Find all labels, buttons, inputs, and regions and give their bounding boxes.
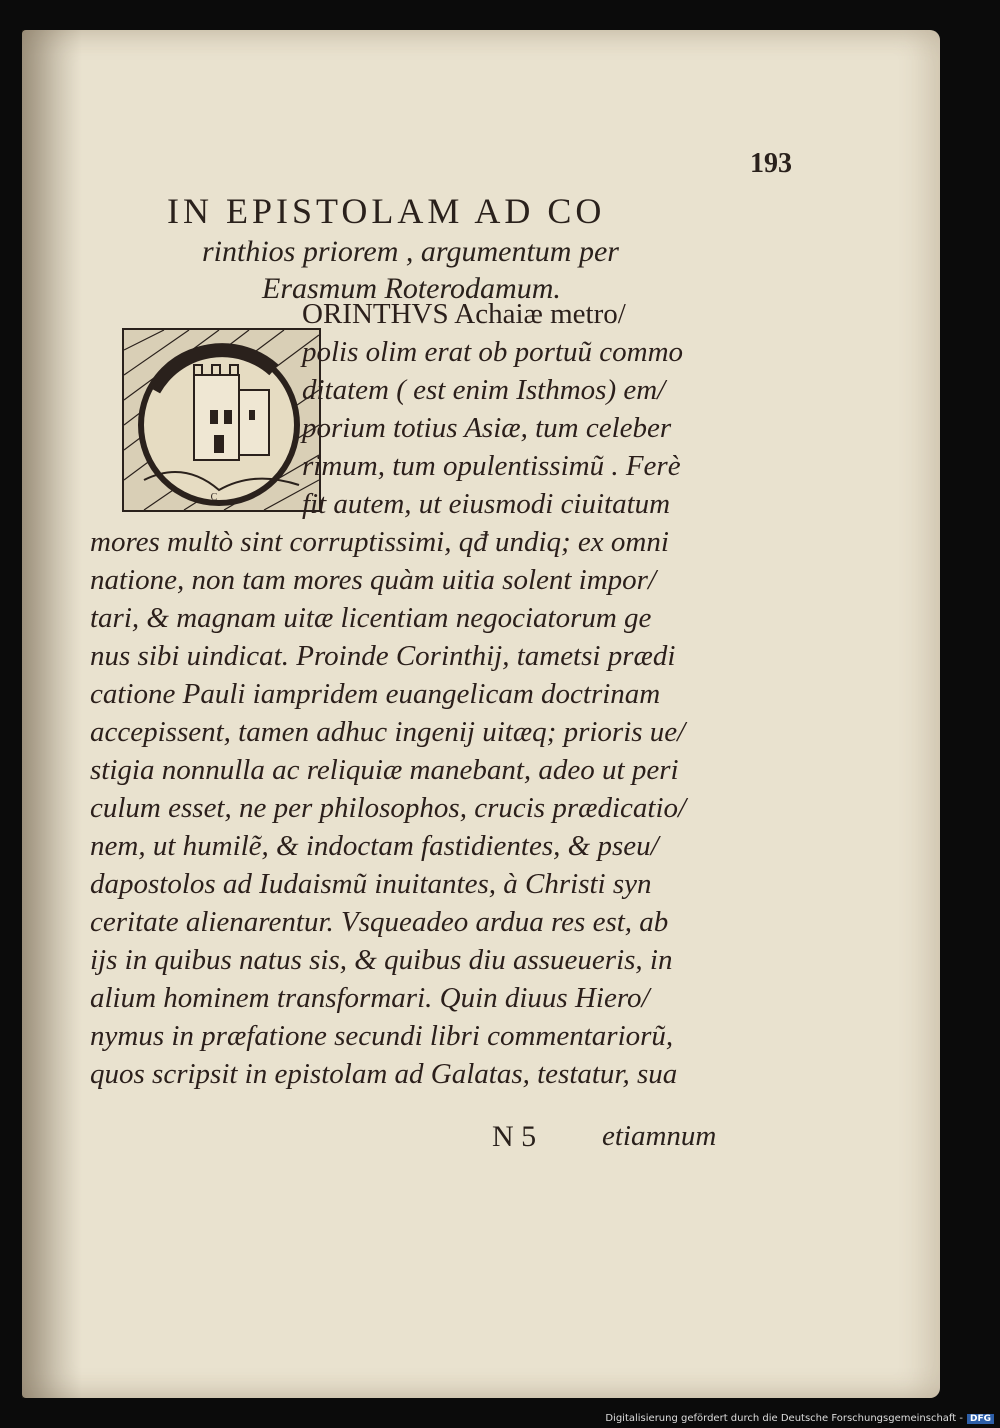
woodcut-initial-c: [122, 328, 321, 512]
body-line: rimum, tum opulentissimũ . Ferè: [302, 450, 681, 482]
body-line: ceritate alienarentur. Vsqueadeo ardua res est, ab: [90, 906, 669, 938]
body-line: nus sibi uindicat. Proinde Corinthij, tametsi prædi: [90, 640, 676, 672]
footer-text: Digitalisierung gefördert durch die Deutsche Forschungsgemeinschaft -: [605, 1413, 963, 1424]
body-line: dapostolos ad Iudaismũ inuitantes, à Christi syn: [90, 868, 652, 900]
body-line: tari, & magnam uitæ licentiam negociatorum ge: [90, 602, 652, 634]
heading-line-3: Erasmum Roterodamum.: [262, 272, 561, 305]
body-line: culum esset, ne per philosophos, crucis prædicatio/: [90, 792, 687, 824]
body-line: fit autem, ut eiusmodi ciuitatum: [302, 488, 671, 520]
body-line: nem, ut humilẽ, & indoctam fastidientes, & pseu/: [90, 830, 659, 862]
initial-letter: C: [210, 492, 218, 503]
page-gutter-shadow: [22, 30, 82, 1398]
folio-number: 193: [750, 148, 792, 179]
footer-credit: [605, 1413, 994, 1424]
dfg-logo: DFG: [967, 1414, 994, 1424]
heading-line-2: rinthios priorem , argumentum per: [202, 235, 619, 268]
body-line: ORINTHVS Achaiæ metro/: [302, 298, 626, 330]
book-page: [22, 30, 940, 1398]
body-line: polis olim erat ob portuũ commo: [302, 336, 684, 368]
body-line: nymus in præfatione secundi libri commentariorũ,: [90, 1020, 674, 1052]
body-line: accepissent, tamen adhuc ingenij uitæq; prioris ue/: [90, 716, 686, 748]
woodcut-illustration: [124, 330, 319, 510]
body-line: catione Pauli iampridem euangelicam doctrinam: [90, 678, 661, 710]
body-line: natione, non tam mores quàm uitia solent impor/: [90, 564, 657, 596]
body-line: ijs in quibus natus sis, & quibus diu assueueris, in: [90, 944, 673, 976]
heading-line-1: IN EPISTOLAM AD CO: [167, 191, 606, 231]
body-line: mores multò sint corruptissimi, qđ undiq; ex omni: [90, 526, 669, 558]
body-line: quos scripsit in epistolam ad Galatas, testatur, sua: [90, 1058, 678, 1090]
body-line: ditatem ( est enim Isthmos) em/: [302, 374, 666, 406]
body-line: alium hominem transformari. Quin diuus Hiero/: [90, 982, 650, 1014]
signature-mark: N 5: [492, 1120, 537, 1153]
catchword: etiamnum: [602, 1120, 717, 1152]
body-line: porium totius Asiæ, tum celeber: [302, 412, 672, 444]
body-line: stigia nonnulla ac reliquiæ manebant, adeo ut peri: [90, 754, 679, 786]
